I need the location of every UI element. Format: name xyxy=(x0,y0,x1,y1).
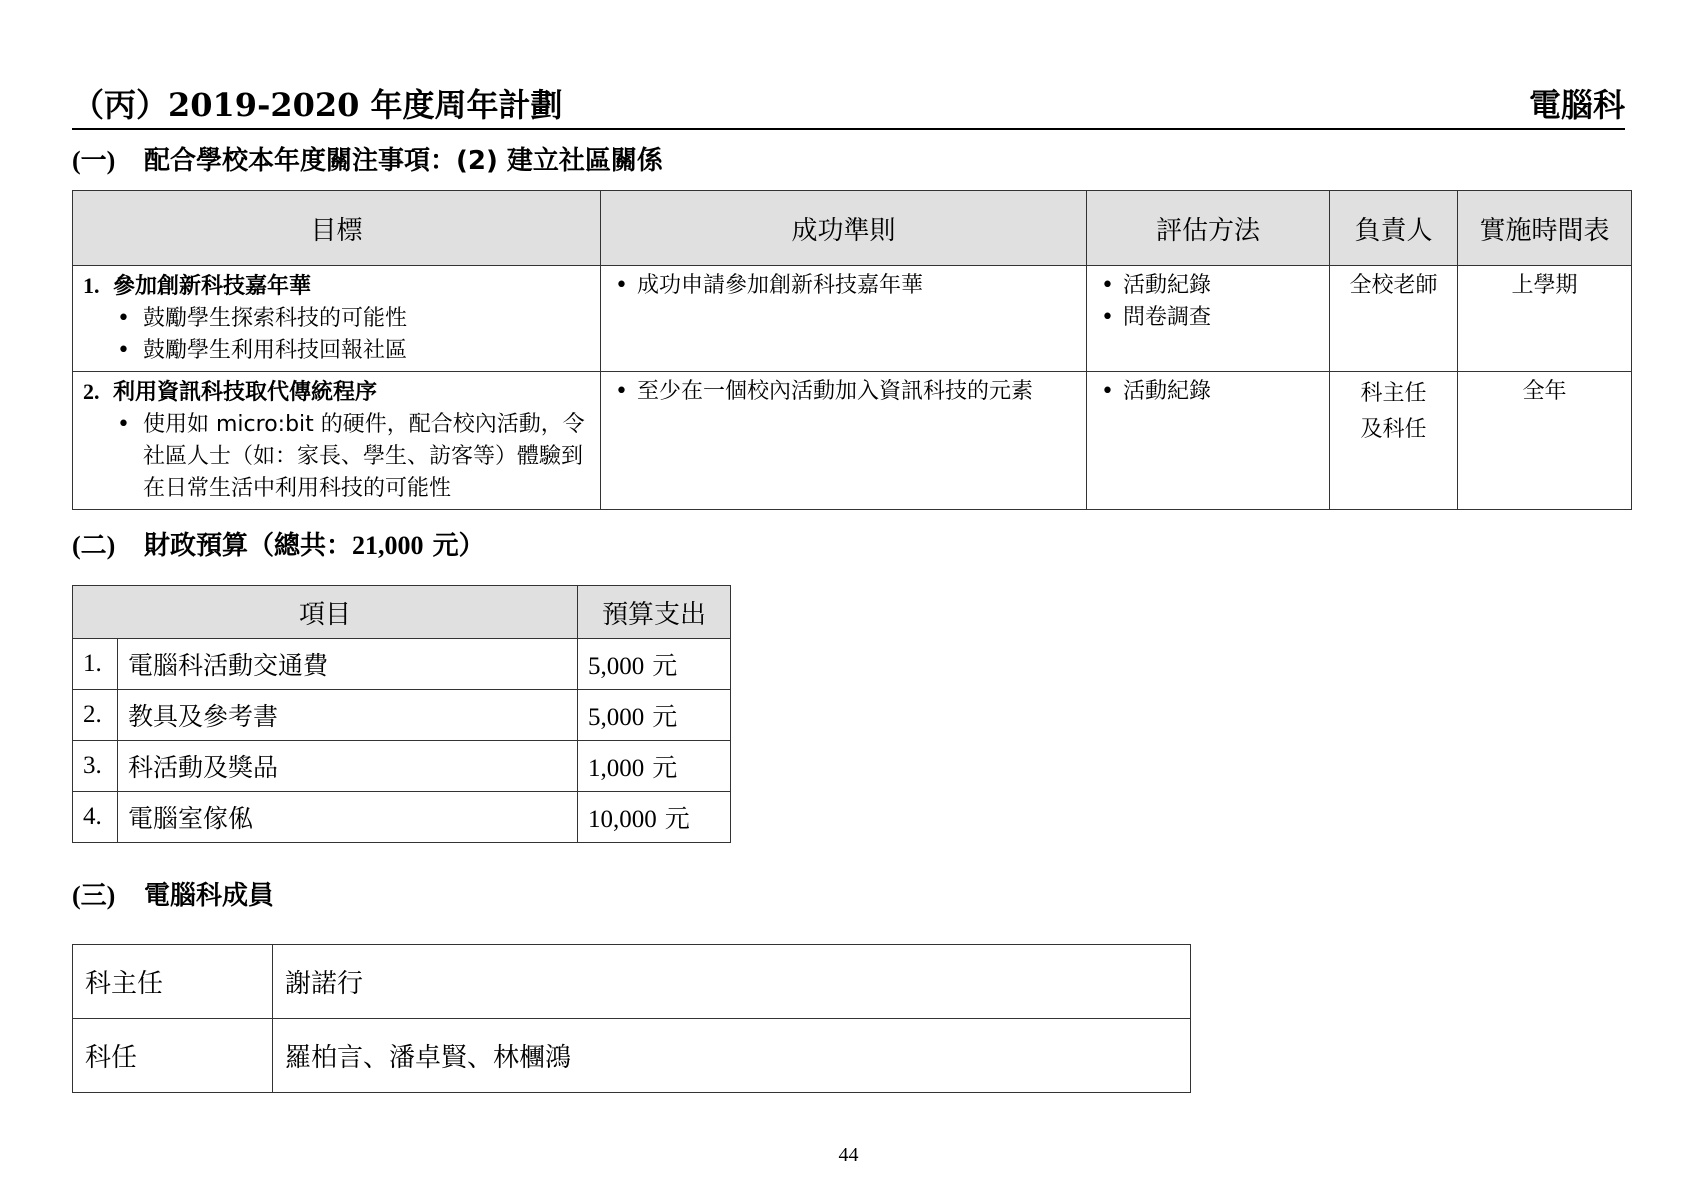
table-row xyxy=(73,690,731,741)
page-number: 44 xyxy=(838,1144,859,1166)
subject-title: 電腦科 xyxy=(1528,86,1625,124)
table-row xyxy=(73,1019,1191,1093)
amount-unit: 元 xyxy=(656,804,690,833)
budget-index: 4. xyxy=(73,792,118,843)
section1-title: 配合學校本年度關注事項：(2) 建立社區關係 xyxy=(144,146,663,176)
section2-title: 財政預算（總共： xyxy=(144,531,353,561)
budget-amount xyxy=(578,792,731,843)
goal-point: • 鼓勵學生探索科技的可能性 xyxy=(83,303,590,335)
person-cell: 全校老師 xyxy=(1330,266,1458,372)
budget-item: 科活動及獎品 xyxy=(118,741,578,792)
budget-amount xyxy=(578,690,731,741)
member-role: 科任 xyxy=(73,1019,273,1093)
page-header xyxy=(72,84,1625,130)
budget-amount xyxy=(578,741,731,792)
amount-unit: 元 xyxy=(644,702,678,731)
section3-title: 電腦科成員 xyxy=(144,881,275,911)
budget-item: 教具及參考書 xyxy=(118,690,578,741)
evaluation-point: • 活動紀錄 xyxy=(1097,376,1319,408)
table-row xyxy=(73,741,731,792)
header-item: 項目 xyxy=(73,586,578,639)
amount-unit: 元 xyxy=(644,651,678,680)
header-evaluation: 評估方法 xyxy=(1087,191,1330,266)
header-goal: 目標 xyxy=(73,191,601,266)
goal-cell xyxy=(73,372,601,510)
section1-heading xyxy=(72,140,663,177)
member-role: 科主任 xyxy=(73,945,273,1019)
header-criteria: 成功準則 xyxy=(601,191,1087,266)
budget-index: 2. xyxy=(73,690,118,741)
goal-cell xyxy=(73,266,601,372)
amount-value: 5,000 xyxy=(588,653,645,680)
section1-number: (一) xyxy=(72,146,116,175)
schedule-cell: 上學期 xyxy=(1458,266,1632,372)
evaluation-cell xyxy=(1087,372,1330,510)
table-row xyxy=(73,266,1632,372)
section3-heading xyxy=(72,875,274,912)
section2-heading xyxy=(72,525,485,562)
annual-plan-table xyxy=(72,190,1632,510)
goal-title xyxy=(83,270,590,303)
header-schedule: 實施時間表 xyxy=(1458,191,1632,266)
evaluation-cell xyxy=(1087,266,1330,372)
criteria-cell xyxy=(601,372,1087,510)
document-title: （丙）2019-2020 年度周年計劃 xyxy=(72,86,563,124)
section3-number: (三) xyxy=(72,881,116,910)
goal-number: 1. xyxy=(83,273,100,298)
amount-value: 1,000 xyxy=(588,755,645,782)
budget-table xyxy=(72,585,731,843)
budget-total-unit: 元） xyxy=(423,531,485,561)
person-cell: 科主任 及科任 xyxy=(1330,372,1458,510)
budget-item: 電腦科活動交通費 xyxy=(118,639,578,690)
table-row xyxy=(73,639,731,690)
budget-amount xyxy=(578,639,731,690)
criteria-point: • 成功申請參加創新科技嘉年華 xyxy=(611,270,1076,302)
members-table xyxy=(72,944,1191,1093)
table-row xyxy=(73,945,1191,1019)
schedule-cell: 全年 xyxy=(1458,372,1632,510)
goal-point: • 使用如 micro:bit 的硬件，配合校內活動，令社區人士（如：家長、學生、訪客等）體驗到在日常生活中利用科技的可能性 xyxy=(83,409,590,505)
criteria-cell xyxy=(601,266,1087,372)
header-person: 負責人 xyxy=(1330,191,1458,266)
goal-number: 2. xyxy=(83,379,100,404)
evaluation-point: • 活動紀錄 xyxy=(1097,270,1319,302)
section2-number: (二) xyxy=(72,531,116,560)
budget-item: 電腦室傢俬 xyxy=(118,792,578,843)
amount-unit: 元 xyxy=(644,753,678,782)
goal-title xyxy=(83,376,590,409)
amount-value: 10,000 xyxy=(588,806,657,833)
table-header-row xyxy=(73,586,731,639)
amount-value: 5,000 xyxy=(588,704,645,731)
goal-title-text: 參加創新科技嘉年華 xyxy=(113,274,312,299)
table-row xyxy=(73,792,731,843)
evaluation-point: • 問卷調查 xyxy=(1097,302,1319,334)
budget-index: 3. xyxy=(73,741,118,792)
member-names: 羅柏言、潘卓賢、林檲鴻 xyxy=(273,1019,1191,1093)
budget-index: 1. xyxy=(73,639,118,690)
goal-title-text: 利用資訊科技取代傳統程序 xyxy=(113,380,378,405)
goal-point: • 鼓勵學生利用科技回報社區 xyxy=(83,335,590,367)
header-expense: 預算支出 xyxy=(578,586,731,639)
table-header-row xyxy=(73,191,1632,266)
budget-total: 21,000 xyxy=(352,531,424,560)
member-names: 謝諾行 xyxy=(273,945,1191,1019)
table-row xyxy=(73,372,1632,510)
criteria-point: • 至少在一個校內活動加入資訊科技的元素 xyxy=(611,376,1076,408)
